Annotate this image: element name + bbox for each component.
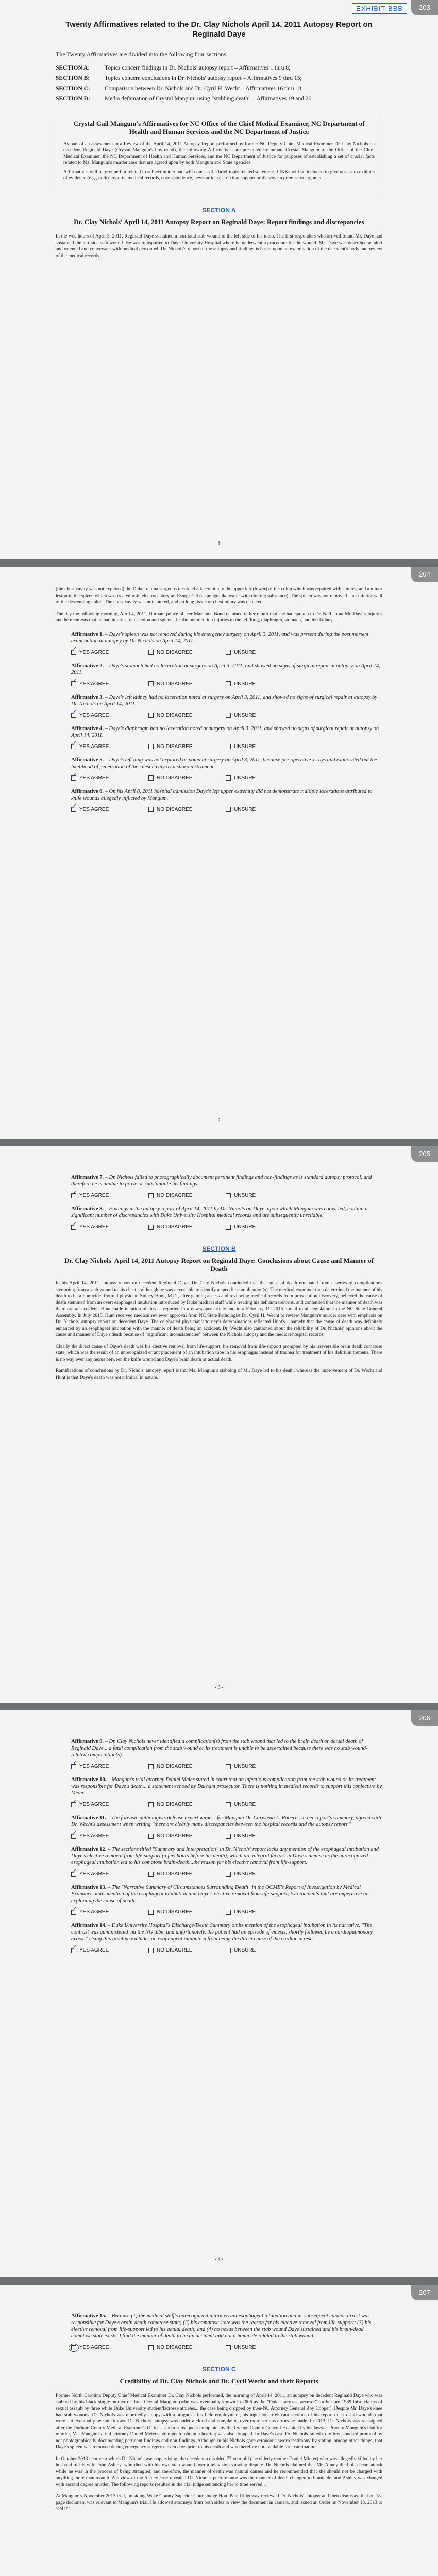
option-label: YES AGREE xyxy=(79,712,109,718)
affirmative-statement: – Dr. Clay Nichols never identified a complication(s) from the stab wound that led to the brain death or actual death of Reginald Daye... a fatal complication from the stab wound or its treatment is unable to be ascertained because there was no stab wound-related complication(s). xyxy=(71,1739,368,1758)
option-label: UNSURE xyxy=(234,1909,256,1915)
page-footer: - 1 - xyxy=(214,541,224,547)
affirmative-statement: – Because (1) the medical staff's unrecognized initial errant esophageal intubation and its subsequent cardiac arrest was responsible for Daye's brain-death comatose state; (2) his comatose state was the reason for his elective removal from life-support; (3) his elective removal from life-support led to his actual death; and (4) no nexus between the stab wound Daye sustained and his brain-dead comatose state exists, I find the manner of death to be an accident and not a homicide related to the stab wound. xyxy=(71,2313,372,2339)
option-label: YES AGREE xyxy=(79,1224,109,1230)
option-unsure[interactable] xyxy=(226,1833,303,1839)
response-options xyxy=(71,645,382,655)
section-a-label: SECTION A xyxy=(202,207,236,214)
section-label: SECTION C: xyxy=(56,86,90,92)
option-yes[interactable] xyxy=(71,802,148,812)
affirmative-item xyxy=(56,1815,382,1839)
document-page-5 xyxy=(0,2285,438,2576)
yes-checkbox[interactable] xyxy=(71,708,77,718)
no-checkbox[interactable] xyxy=(148,807,154,812)
unsure-checkbox[interactable] xyxy=(226,1910,231,1915)
option-label: NO DISAGREE xyxy=(157,2345,193,2350)
checkmark-icon: ✓ xyxy=(71,1905,77,1913)
option-label: UNSURE xyxy=(234,743,256,750)
checkmark-icon: ✓ xyxy=(71,739,77,748)
option-label: UNSURE xyxy=(234,2345,256,2350)
option-yes[interactable] xyxy=(71,645,148,655)
no-checkbox[interactable] xyxy=(148,1225,154,1230)
option-label: UNSURE xyxy=(234,806,256,812)
option-label: UNSURE xyxy=(234,1947,256,1953)
yes-checkbox[interactable] xyxy=(71,1188,77,1198)
affirmative-number: Affirmative 8. xyxy=(71,1206,104,1212)
yes-checkbox[interactable] xyxy=(71,1943,77,1953)
circle-mark-icon xyxy=(69,2344,79,2352)
option-label: NO DISAGREE xyxy=(157,806,193,812)
option-label: NO DISAGREE xyxy=(157,1947,193,1953)
option-label: YES AGREE xyxy=(79,1802,109,1807)
page-footer: - 4 - xyxy=(214,2257,224,2262)
response-options xyxy=(71,1219,382,1230)
body-paragraph: Clearly the direct cause of Daye's death was his elective removal from life-support; his removal from life-support prompted by his irreversible brain death comatose state, which was the result of an unrecognized errant placement of an intubation tube in his esophagus instead of trachea for treatment of his delirium tremens. There is no way ever any nexus between the knife wound and Daye's brain death or actual death. xyxy=(56,1344,382,1362)
option-label: UNSURE xyxy=(234,1871,256,1877)
unsure-checkbox[interactable] xyxy=(226,1193,231,1198)
affirmative-item xyxy=(56,694,382,718)
option-no[interactable] xyxy=(148,1871,226,1877)
section-list-item xyxy=(56,75,382,82)
body-paragraph: In his April 14, 2011 autopsy report on decedent Reginald Daye, Dr. Clay Nichols concluded that the cause of death emanated from a series of complications stemming from a stab wound to his chest... although he was never able to identify a specific complication(s). The medical examiner then determined the manner of his death to be a homicide. Retired physician Sidney Hunt, M.D., after gaining access and reviewing medical records from prosecution discovery, believed the cause of death stemmed from an overt esophageal intubation introduced by Duke medical staff while treating his delirium tremens, and contended that the manner of death was therefore an accident. Hunt made mention of this as reported in a newspaper article and in a February 11, 2015 e-mail to all legislators in the NC State General Assembly. In July 2015, Hunt received medical reviewer approval from NC State Pathologist Dr. Cyril H. Wecht to review Mangum's murder case with emphasis on Dr. Nichols' autopsy report on decedent Daye. The celebrated physician/attorney's determinations reflected Hunt's... namely that the cause of death was definitely enhanced by an esophageal intubation with the manner of death being an accident. Dr. Wecht also cautioned about the reliability of Dr. Nichols' opinions about the cause and manner of Daye's death because of "significant inconsistencies" between the Nichols autopsy and the medical/hospital records. xyxy=(56,1281,382,1337)
unsure-checkbox[interactable] xyxy=(226,2345,231,2350)
affirmative-item xyxy=(56,725,382,750)
body-paragraph: The day the following morning, April 4, 2011, Durham police officer Marianne Bond detained in her report that she had spoken to Dr. Nail about Mr. Daye's injuries and he mentions that he had injuries to his colon and spleen...he did not mention injuries to the left lung, diaphragm, stomach, and left kidney. xyxy=(56,611,382,623)
affirmative-statement: – The "Narrative Summary of Circumstances Surrounding Death" in the OCME's Report of Investigation by Medical Examiner omits mention of the esophageal intubation and Daye's elective removal from life-support; two incidents that are imperative in explaining the cause of death. xyxy=(71,1885,367,1904)
option-label: UNSURE xyxy=(234,1224,256,1230)
option-label: YES AGREE xyxy=(79,1833,109,1839)
option-label: YES AGREE xyxy=(79,775,109,781)
no-checkbox[interactable] xyxy=(148,713,154,718)
option-no[interactable] xyxy=(148,1909,226,1915)
affirmatives-list xyxy=(56,631,382,812)
affirmative-item xyxy=(56,2313,382,2350)
option-label: NO DISAGREE xyxy=(157,649,193,655)
affirmatives-list xyxy=(56,2313,382,2350)
option-unsure[interactable] xyxy=(226,1871,303,1877)
yes-checkbox[interactable] xyxy=(71,1828,77,1839)
body-paragraph: Ramifications of conclusions by Dr. Nichols' autopsy report is that Ms. Mangum's stabbing of Mr. Daye led to his death, whereas the improvement of Dr. Wecht and Hunt is that Daye's death was not criminal in nature. xyxy=(56,1368,382,1380)
response-options xyxy=(71,1943,382,1953)
no-checkbox[interactable] xyxy=(148,1834,154,1839)
intro-text: The Twenty Affirmatives are divided into the following four sections: xyxy=(56,50,228,58)
yes-checkbox[interactable] xyxy=(71,1759,77,1769)
section-b-label: SECTION B xyxy=(202,1245,236,1252)
response-options xyxy=(71,1759,382,1769)
checkmark-icon: ✓ xyxy=(71,645,77,653)
affirmative-text xyxy=(71,725,382,739)
document-title: Twenty Affirmatives related to the Dr. Clay Nichols April 14, 2011 Autopsy Report on Reginald Daye xyxy=(65,20,373,39)
affirmative-item xyxy=(56,1884,382,1915)
affirmatives-box xyxy=(56,113,382,191)
affirmative-number: Affirmative 6. xyxy=(71,788,104,794)
affirmative-statement: – On his April 8, 2011 hospital admission Daye's left upper extremity did not demonstrate multiple lacerations attributed to knife wounds allegedly inflicted by Mangum. xyxy=(71,788,373,801)
option-yes[interactable] xyxy=(71,1828,148,1839)
option-unsure[interactable] xyxy=(226,775,303,781)
affirmative-text xyxy=(71,2313,382,2340)
option-no[interactable] xyxy=(148,1947,226,1953)
affirmative-text xyxy=(71,1776,382,1797)
affirmative-number: Affirmative 7. xyxy=(71,1175,104,1180)
document-page-2 xyxy=(0,567,438,1139)
option-label: NO DISAGREE xyxy=(157,681,193,687)
affirmative-text xyxy=(71,1206,382,1219)
option-label: NO DISAGREE xyxy=(157,1764,193,1769)
option-label: NO DISAGREE xyxy=(157,1909,193,1915)
option-yes[interactable] xyxy=(71,1797,148,1807)
option-label: NO DISAGREE xyxy=(157,1871,193,1877)
response-options xyxy=(71,1867,382,1877)
option-unsure[interactable] xyxy=(226,2345,303,2350)
option-label: YES AGREE xyxy=(79,1193,109,1198)
option-no[interactable] xyxy=(148,1764,226,1769)
unsure-checkbox[interactable] xyxy=(226,744,231,749)
yes-checkbox[interactable] xyxy=(71,1219,77,1230)
option-no[interactable] xyxy=(148,2345,226,2350)
affirmative-item xyxy=(56,1776,382,1807)
option-label: UNSURE xyxy=(234,1193,256,1198)
page-number-tab: 203 xyxy=(411,0,438,15)
checkmark-icon: ✓ xyxy=(71,1188,77,1197)
affirmative-number: Affirmative 15. xyxy=(71,2313,107,2319)
section-text: Topics concern conclusions in Dr. Nichols' autopsy report – Affirmatives 9 thru 15; xyxy=(105,75,302,81)
yes-checkbox[interactable] xyxy=(71,1797,77,1807)
option-yes[interactable] xyxy=(71,771,148,781)
document-page-1 xyxy=(0,0,438,559)
option-label: YES AGREE xyxy=(79,681,109,687)
affirmative-text xyxy=(71,694,382,707)
no-checkbox[interactable] xyxy=(148,744,154,749)
option-label: YES AGREE xyxy=(79,1871,109,1877)
section-text: Media defamation of Crystal Mangum using "stabbing death" – Affirmatives 19 and 20. xyxy=(105,96,313,102)
checkmark-icon: ✓ xyxy=(71,1828,77,1837)
affirmative-item xyxy=(56,631,382,655)
no-checkbox[interactable] xyxy=(148,650,154,655)
no-checkbox[interactable] xyxy=(148,2345,154,2350)
option-label: YES AGREE xyxy=(79,1764,109,1769)
option-label: YES AGREE xyxy=(79,649,109,655)
affirmative-text xyxy=(71,757,382,770)
page-number-tab: 207 xyxy=(411,2285,438,2300)
body-paragraph: (the chest cavity was not explored) the Duke trauma surgeons recorded a laceration to the upper left (lower) of the colon which was repaired with sutures, and a minor lesion in the spleen which was treated with electrocautery and Surgi-Cel (a sponge-like wafer with clotting substance). The spleen was not removed... an inferior wall of the descending colon. The chest cavity was not entered, and no lung tissue or chest injury was detected. xyxy=(56,587,382,605)
option-no[interactable] xyxy=(148,744,226,750)
yes-checkbox[interactable] xyxy=(71,1905,77,1915)
affirmative-statement: – Daye's left lung was not explored or noted at surgery on April 3, 2011, because pre-operative x-rays and exam ruled out the likelihood of penetration of the chest cavity by a sharp instrument. xyxy=(71,757,377,770)
affirmative-statement: – Daye's stomach had no laceration at surgery on April 3, 2011, and showed no signs of surgical repair at autopsy on April 14, 2011. xyxy=(71,663,380,675)
section-c-label: SECTION C xyxy=(202,2366,236,2373)
unsure-checkbox[interactable] xyxy=(226,1764,231,1769)
option-no[interactable] xyxy=(148,1193,226,1198)
option-yes[interactable] xyxy=(71,1867,148,1877)
affirmative-text xyxy=(71,1846,382,1866)
no-checkbox[interactable] xyxy=(148,775,154,781)
section-list-item xyxy=(56,95,382,103)
response-options xyxy=(71,771,382,781)
option-yes[interactable] xyxy=(71,1943,148,1953)
option-no[interactable] xyxy=(148,1224,226,1230)
checkmark-icon: ✓ xyxy=(71,1943,77,1952)
option-unsure[interactable] xyxy=(226,1909,303,1915)
option-no[interactable] xyxy=(148,807,226,812)
option-unsure[interactable] xyxy=(226,1193,303,1198)
body-paragraph: Former North Carolina Deputy Chief Medical Examiner Dr. Clay Nichols performed, the morning of April 14, 2011, an autopsy on decedent Reginald Daye who was stabbed by his black single mother of three Crystal Mangum (who was eventually known in 2006 as the "Duke Lacrosse accuser" for her pre-1989 false claims of sexual assault by three white Duke University student/lacrosse athletes... the case being dropped by then-NC Attorney General Roy Cooper). Despite Mr. Daye's knee had stab wounds, Dr. Nichols was reportedly sloppy with a prognosis his field employment, his input lots irrelevant sections of his report due to stab wounds that were... it eventually became known Dr. Nichols' autopsy was under a cloud and complaints over more serious errors he made. In 2013, Dr. Nichols was reassigned after the Durham County Medical Examiner's Office... and a subsequent complaint by the Orange County General Hospital by his lawyer. Prior to Mangum's trial for murder, Ms. Mangum's trial attorney Daniel Meier's attempts to obtain a hearing was also dropped. In Daye's case Dr. Nichols failed to follow standard protocol by not photographically documenting pertinent findings and non-findings. Although in his Nichols gave erroneous sworn testimony by stating, among other things, that Daye's spleen was removed during emergency surgery eleven days prior to his death and was therefore not available for examination. xyxy=(56,2393,382,2450)
option-label: UNSURE xyxy=(234,1802,256,1807)
option-no[interactable] xyxy=(148,1802,226,1807)
checkmark-icon: ✓ xyxy=(71,802,77,810)
unsure-checkbox[interactable] xyxy=(226,1948,231,1953)
no-checkbox[interactable] xyxy=(148,1193,154,1198)
option-yes[interactable] xyxy=(71,1188,148,1198)
affirmative-item xyxy=(56,788,382,812)
section-text: Topics concern findings in Dr. Nichols' autopsy report – Affirmatives 1 thru 8; xyxy=(105,65,291,71)
option-unsure[interactable] xyxy=(226,1802,303,1807)
response-options xyxy=(71,708,382,718)
exhibit-stamp: EXHIBIT BBB xyxy=(352,3,407,14)
option-no[interactable] xyxy=(148,775,226,781)
affirmative-statement: – Daye's left kidney had no laceration noted at surgery on April 3, 2011, and showed no signs of surgical repair at autopsy by Dr. Nichols on April 14, 2011. xyxy=(71,694,377,707)
section-label: SECTION A: xyxy=(56,65,90,71)
option-yes[interactable] xyxy=(71,2345,148,2350)
option-unsure[interactable] xyxy=(226,1224,303,1230)
no-checkbox[interactable] xyxy=(148,1948,154,1953)
affirmative-number: Affirmative 10. xyxy=(71,1777,107,1783)
page-footer: - 2 - xyxy=(214,1118,224,1124)
affirmative-number: Affirmative 4. xyxy=(71,725,104,732)
option-label: NO DISAGREE xyxy=(157,775,193,781)
checkmark-icon: ✓ xyxy=(71,1867,77,1875)
response-options xyxy=(71,2345,382,2350)
no-checkbox[interactable] xyxy=(148,1910,154,1915)
response-options xyxy=(71,739,382,750)
affirmative-item xyxy=(56,663,382,687)
affirmatives-list xyxy=(56,1174,382,1230)
option-label: YES AGREE xyxy=(79,1909,109,1915)
option-unsure[interactable] xyxy=(226,1947,303,1953)
option-label: UNSURE xyxy=(234,775,256,781)
affirmative-text xyxy=(71,1738,382,1758)
affirmative-number: Affirmative 2. xyxy=(71,663,104,669)
affirmative-statement: – The forensic pathologists defense expert witness for Mangum Dr. Christena L. Roberts, in her report's summary, agreed with Dr. Wecht's assessment when writing "there are clearly many discrepancies between the hospital records and the autopsy report." xyxy=(71,1815,381,1827)
option-label: YES AGREE xyxy=(79,806,109,812)
option-unsure[interactable] xyxy=(226,713,303,718)
yes-checkbox[interactable] xyxy=(71,645,77,655)
box-paragraph: Affirmatives will be grouped in related to subject matter and will consist of a brief topic-related statement. LINKs will be included to give access to exhibits of evidence (e.g., police reports, medical records, correspondence, news articles, etc.) that support or disprove a premise or argument. xyxy=(63,170,375,181)
section-b-heading: Dr. Clay Nichols' April 14, 2011 Autopsy Report on Reginald Daye: Conclusions about Cause and Manner of Death xyxy=(64,1257,374,1273)
page-number-tab: 204 xyxy=(411,567,438,582)
option-label: UNSURE xyxy=(234,1833,256,1839)
option-yes[interactable] xyxy=(71,1219,148,1230)
option-label: UNSURE xyxy=(234,712,256,718)
page-number-tab: 206 xyxy=(411,1710,438,1726)
unsure-checkbox[interactable] xyxy=(226,775,231,781)
option-no[interactable] xyxy=(148,681,226,687)
option-label: NO DISAGREE xyxy=(157,743,193,750)
option-yes[interactable] xyxy=(71,739,148,750)
yes-checkbox[interactable] xyxy=(71,802,77,812)
affirmative-text xyxy=(71,631,382,645)
no-checkbox[interactable] xyxy=(148,1764,154,1769)
response-options xyxy=(71,1797,382,1807)
option-unsure[interactable] xyxy=(226,1764,303,1769)
box-paragraph: As part of an assessment in a Review of the April 14, 2011 Autopsy Report performed by former NC Deputy Chief Medical Examiner Dr. Clay Nichols on decedent Reginald Daye (Crystal Mangum's boyfriend), the following Affirmatives are presented by inmate Crystal Mangum to the Office of the Chief Medical Examiner, the NC Department of Health and Human Services, and the NC Department of Justice for purposes of establishing a set of crucial facts related to Ms. Mangum's murder case that are agreed upon by both Mangum and State agencies. xyxy=(63,142,375,165)
page-number-tab: 205 xyxy=(411,1146,438,1162)
option-label: YES AGREE xyxy=(79,1947,109,1953)
affirmative-number: Affirmative 5. xyxy=(71,757,104,763)
affirmative-statement: – Mangum's trial attorney Daniel Meier stated in court that an infectious complication from the stab wound or its treatment was responsible for Daye's death... a statement echoed by Durham prosecutor. There is nothing in medical records to support this conjecture by Meier. xyxy=(71,1777,382,1796)
option-label: NO DISAGREE xyxy=(157,712,193,718)
affirmative-number: Affirmative 1. xyxy=(71,631,104,637)
affirmative-item xyxy=(56,1206,382,1230)
checkmark-icon: ✓ xyxy=(71,676,77,685)
body-paragraph: At Mangum's November 2013 trial, presiding Wake County Superior Court Judge Hon. Paul Ridgeway reviewed Dr. Nichols' autopsy and then dismissed that on 18-page document was relevant to Mangum's trial. He allowed attorneys from both sides to view the document in camera, and issued an Order on November 18, 2013 to seal the xyxy=(56,2494,382,2512)
response-options xyxy=(71,676,382,687)
option-unsure[interactable] xyxy=(226,650,303,655)
unsure-checkbox[interactable] xyxy=(226,681,231,686)
response-options xyxy=(71,1188,382,1198)
affirmative-number: Affirmative 12. xyxy=(71,1846,107,1852)
unsure-checkbox[interactable] xyxy=(226,1802,231,1807)
affirmative-number: Affirmative 9. xyxy=(71,1739,104,1744)
affirmative-item xyxy=(56,757,382,781)
affirmative-number: Affirmative 14. xyxy=(71,1923,107,1928)
unsure-checkbox[interactable] xyxy=(226,1872,231,1877)
unsure-checkbox[interactable] xyxy=(226,650,231,655)
option-label: UNSURE xyxy=(234,1764,256,1769)
section-label: SECTION D: xyxy=(56,96,90,102)
affirmative-number: Affirmative 11. xyxy=(71,1815,106,1821)
section-a-heading: Dr. Clay Nichols' April 14, 2011 Autopsy Report on Reginald Daye: Report findings and discrepancies xyxy=(74,218,364,226)
unsure-checkbox[interactable] xyxy=(226,1834,231,1839)
response-options xyxy=(71,1905,382,1915)
option-yes[interactable] xyxy=(71,676,148,687)
no-checkbox[interactable] xyxy=(148,1802,154,1807)
affirmative-statement: – Duke University Hospital's Discharge/Death Summary omits mention of the esophageal intubation in its narrative. "The contrast was administered via the NG tube, and unfortunately, the patient had an episode of emesis, shortly followed by a cardiopulmonary arrest." Using this timeline excludes an esophageal intubation from being the direct cause of the cardiac arrest. xyxy=(71,1923,373,1942)
affirmative-statement: – Daye's spleen was not removed during his emergency surgery on April 3, 2011, and was present during the post mortem examination at autopsy by Dr. Nichols on April 14, 2011. xyxy=(71,631,368,644)
unsure-checkbox[interactable] xyxy=(226,807,231,812)
option-yes[interactable] xyxy=(71,708,148,718)
option-no[interactable] xyxy=(148,1833,226,1839)
option-label: NO DISAGREE xyxy=(157,1193,193,1198)
affirmative-number: Affirmative 13. xyxy=(71,1885,107,1890)
option-yes[interactable] xyxy=(71,1905,148,1915)
yes-checkbox[interactable] xyxy=(71,676,77,686)
affirmative-statement: – Daye's diaphragm had no laceration noted at surgery on April 3, 2011, and showed no signs of surgical repair at autopsy on April 14, 2011. xyxy=(71,725,379,738)
affirmative-text xyxy=(71,663,382,676)
affirmative-item xyxy=(56,1922,382,1953)
affirmative-item xyxy=(56,1846,382,1877)
section-list-item xyxy=(56,64,382,72)
no-checkbox[interactable] xyxy=(148,681,154,686)
option-unsure[interactable] xyxy=(226,681,303,687)
checkmark-icon: ✓ xyxy=(71,1797,77,1806)
response-options xyxy=(71,802,382,812)
option-label: YES AGREE xyxy=(79,743,109,750)
option-label: UNSURE xyxy=(234,681,256,687)
body-paragraph: In October 2013 near year which Dr. Nichols was supervising, the decedent a disabled 77 year old (the elderly mother Daniel Minter) who was allegedly killed by her husband of his wife John Ashley, who died with his own stab wound over a television viewing dispute. Dr. Nichols claimed that Mr. Anney died of a heart attack while he was in the process of being strangled, and therefore, the manner of death was natural causes and he recommended that she should not be charged with anything more than assault. A review of the Ashley case revealed Dr. Nichols' performance was the manner of death changed to homicide, and Ashley was charged with second degree murder. The following reports resulted in the trial judge sentencing her to time served... xyxy=(56,2456,382,2487)
option-yes[interactable] xyxy=(71,1759,148,1769)
document-page-3 xyxy=(0,1146,438,1703)
yes-checkbox[interactable] xyxy=(71,739,77,749)
unsure-checkbox[interactable] xyxy=(226,1225,231,1230)
section-text: Comparison between Dr. Nichols and Dr. Cyril H. Wecht – Affirmatives 16 thru 18; xyxy=(105,86,304,92)
option-unsure[interactable] xyxy=(226,744,303,750)
option-no[interactable] xyxy=(148,650,226,655)
checkmark-icon: ✓ xyxy=(71,1759,77,1768)
checkmark-icon: ✓ xyxy=(71,771,77,779)
checkmark-icon: ✓ xyxy=(71,708,77,716)
yes-checkbox[interactable] xyxy=(71,1867,77,1877)
option-label: NO DISAGREE xyxy=(157,1802,193,1807)
section-list-item xyxy=(56,85,382,92)
box-title: Crystal Gail Mangum's Affirmatives for NC Office of the Chief Medical Examiner, NC Department of Health and Human Services and the NC Department of Justice xyxy=(73,120,365,135)
document-page-4 xyxy=(0,1710,438,2277)
yes-checkbox[interactable] xyxy=(71,771,77,781)
page-footer: - 3 - xyxy=(214,1685,224,1690)
response-options xyxy=(71,1828,382,1839)
option-label: NO DISAGREE xyxy=(157,1224,193,1230)
affirmative-statement: – Dr. Nichols failed to photographically document pertinent findings and non-findings as is standard autopsy protocol, and therefore he is unable to prove or substantiate his findings. xyxy=(71,1175,372,1187)
affirmative-item xyxy=(56,1174,382,1198)
yes-checkbox[interactable] xyxy=(71,2345,76,2350)
option-label: YES AGREE xyxy=(79,2345,109,2350)
unsure-checkbox[interactable] xyxy=(226,713,231,718)
affirmative-item xyxy=(56,1738,382,1769)
option-label: UNSURE xyxy=(234,649,256,655)
affirmative-text xyxy=(71,1922,382,1942)
option-unsure[interactable] xyxy=(226,807,303,812)
section-label: SECTION B: xyxy=(56,75,90,81)
no-checkbox[interactable] xyxy=(148,1872,154,1877)
section-c-heading: Credibility of Dr. Clay Nichols and Dr. Cyril Wecht and their Reports xyxy=(120,2377,318,2385)
affirmative-number: Affirmative 3. xyxy=(71,694,104,700)
affirmative-statement: – Findings in the autopsy report of April 14, 2011 by Dr. Nichols on Daye, upon which Mangum was convicted, contain a significant number of discrepancies with Duke University Hospital medical records and are subsequently unreliable. xyxy=(71,1206,368,1218)
affirmative-text xyxy=(71,1884,382,1904)
affirmative-text xyxy=(71,788,382,802)
affirmative-statement: – The sections titled "Summary and Interpretation" in Dr. Nichols' report lacks any mention of the esophageal intubation and Daye's elective removal from life-support (a few hours before his death), which are integral factors in Daye's demise as the unrecognized esophageal intubation led to his comatose brain-death...the reason for his elective removal from life-support. xyxy=(71,1846,379,1866)
option-label: NO DISAGREE xyxy=(157,1833,193,1839)
affirmatives-list xyxy=(56,1738,382,1953)
affirmative-text xyxy=(71,1174,382,1188)
affirmative-text xyxy=(71,1815,382,1828)
section-a-intro: In the wee hours of April 3, 2011, Reginald Daye sustained a non-fatal stab wound to the left side of his torso. The first responders who arrived found Mr. Daye had sustained the left-side stab wound. He was transported to Duke University Hospital where he underwent a procedure for the wound. Mr. Daye was described as alert and oriented and conversant with medical personnel. Dr. Nichols's report of the autopsy and findings is based upon an examination of the decedent's body and review of the medical records. xyxy=(56,234,382,259)
option-no[interactable] xyxy=(148,713,226,718)
checkmark-icon: ✓ xyxy=(71,1219,77,1228)
